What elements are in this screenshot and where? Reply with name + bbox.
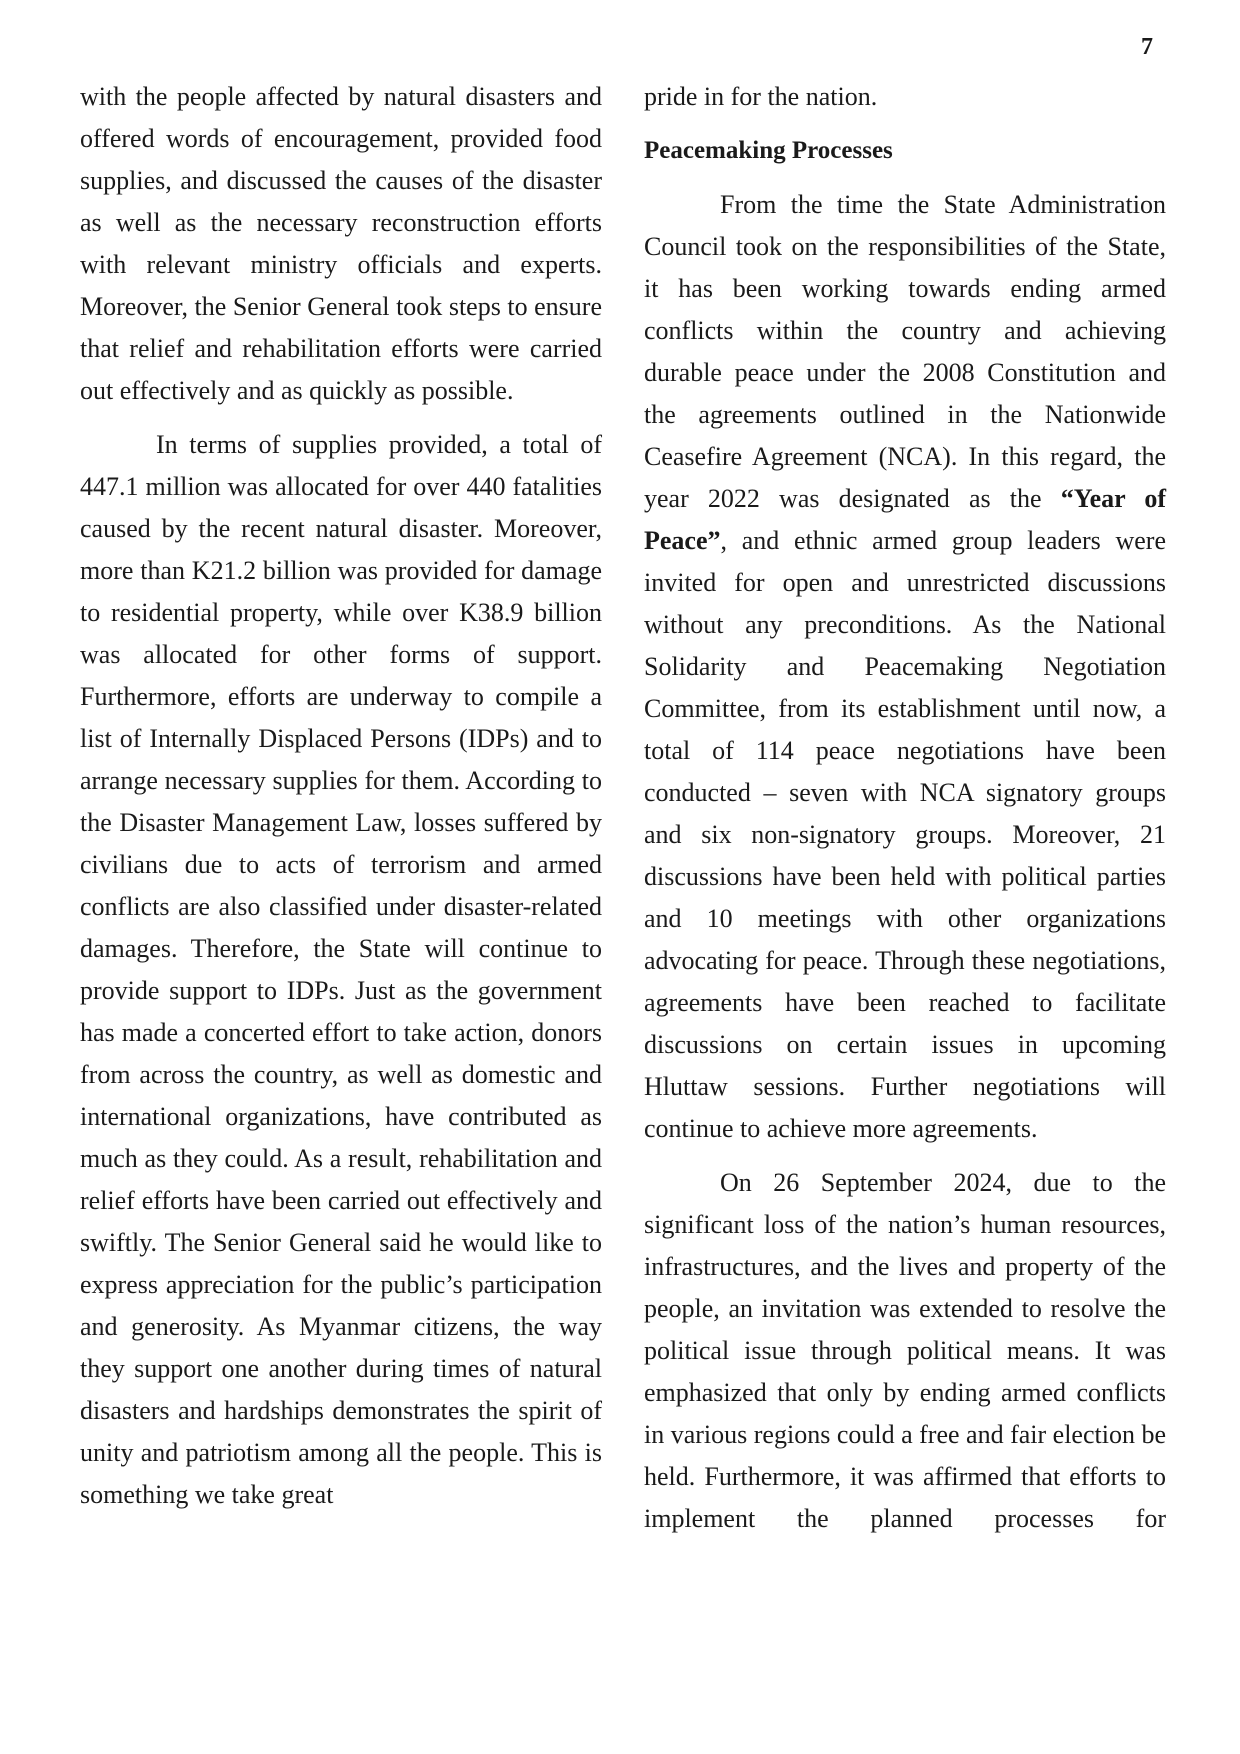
page-number: 7 — [1141, 34, 1153, 60]
left-column — [80, 76, 602, 1528]
paragraph-supplies-provided: In terms of supplies provided, a total of 447.1 million was allocated for over 440 fatalities caused by the recent natural disaster. Moreover, more than K21.2 billion was provided for damage to residential property, while over K38.9 billion was allocated for other forms of support. Furthermore, efforts are underway to compile a list of Internally Displaced Persons (IDPs) and to arrange necessary supplies for them. According to the Disaster Management Law, losses suffered by civilians due to acts of terrorism and armed conflicts are also classified under disaster-related damages. Therefore, the State will continue to provide support to IDPs. Just as the government has made a concerted effort to take action, donors from across the country, as well as domestic and international organizations, have contributed as much as they could. As a result, rehabilitation and relief efforts have been carried out effectively and swiftly. The Senior General said he would like to express appreciation for the public’s participation and generosity. As Myanmar citizens, the way they support one another during times of natural disasters and hardships demonstrates the spirit of unity and patriotism among all the people. This is something we take great — [80, 430, 602, 1509]
paragraph-invitation-2024: On 26 September 2024, due to the significant loss of the nation’s human resources, infrastructures, and the lives and property of the people, an invitation was extended to resolve the political issue through political means. It was emphasized that only by ending armed conflicts in various regions could a free and fair election be held. Furthermore, it was affirmed that efforts to implement the planned processes for — [644, 1168, 1166, 1533]
paragraph-peace-efforts-end: , and ethnic armed group leaders were invited for open and unrestricted discussions without any preconditions. As the National Solidarity and Peacemaking Negotiation Committee, from its establishment until now, a total of 114 peace negotiations have been conducted – seven with NCA signatory groups and six non-signatory groups. Moreover, 21 discussions have been held with political parties and 10 meetings with other organizations advocating for peace. Through these negotiations, agreements have been reached to facilitate discussions on certain issues in upcoming Hluttaw sessions. Further negotiations will continue to achieve more agreements. — [644, 526, 1166, 1143]
paragraph-peace-efforts-start: From the time the State Administration Council took on the responsibilities of the State, it has been working towards ending armed conflicts within the country and achieving durable peace under the 2008 Constitution and the agreements outlined in the Nationwide Ceasefire Agreement (NCA). In this regard, the year 2022 was designated as the — [644, 190, 1166, 513]
right-column — [644, 76, 1166, 1552]
paragraph-peace-efforts — [644, 184, 1166, 1150]
section-heading-peacemaking: Peacemaking Processes — [644, 137, 893, 164]
paragraph-continued: pride in for the nation. — [644, 82, 878, 111]
paragraph-relief-visits: with the people affected by natural disasters and offered words of encouragement, provided food supplies, and discussed the causes of the disaster as well as the necessary reconstruction efforts with relevant ministry officials and experts. Moreover, the Senior General took steps to ensure that relief and rehabilitation efforts were carried out effectively and as quickly as possible. — [80, 82, 602, 405]
year-of-peace-emphasis: “Year of Peace” — [644, 484, 1167, 555]
